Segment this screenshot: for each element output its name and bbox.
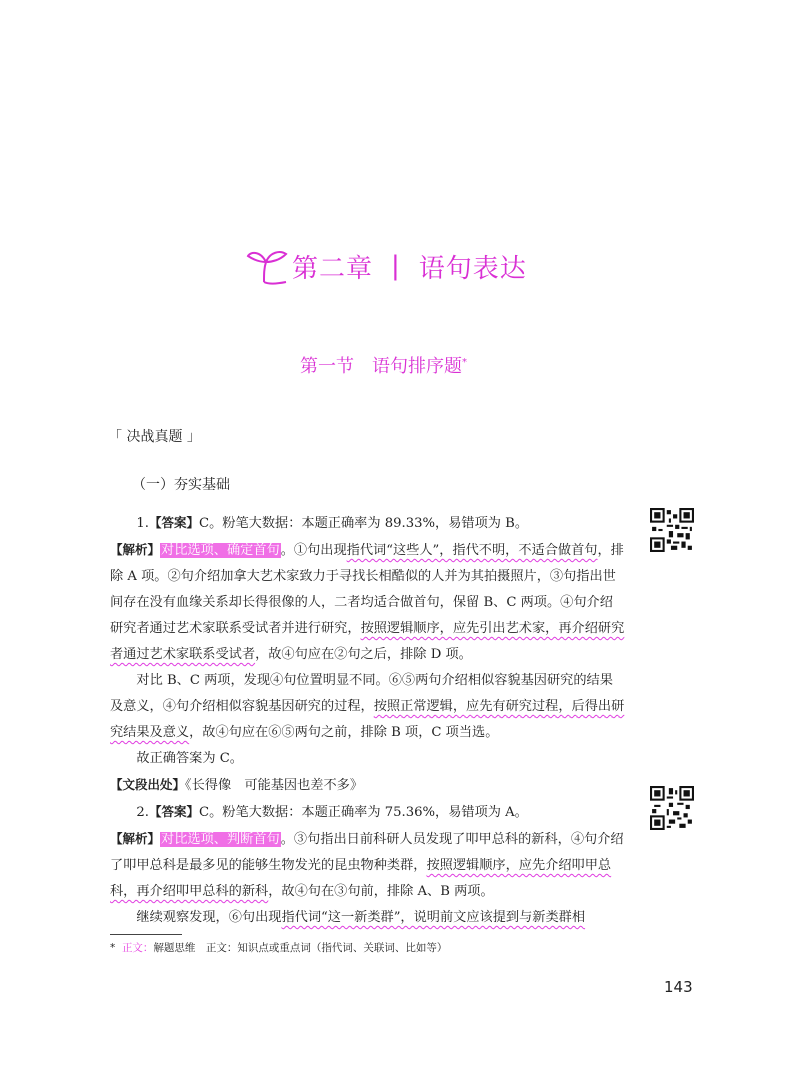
qr-code-icon[interactable] — [650, 786, 694, 830]
q2-analysis — [110, 826, 626, 905]
q1-underline: 按照逻辑顺序，应先引出艺术家，再介绍研究者通过艺术家联系受试者 — [110, 621, 625, 662]
q1-conclusion: 故正确答案为 C。 — [136, 751, 243, 766]
q1-text: 对比 B、C 两项，发现④句位置明显不同。⑥⑤两句介绍相似容貌基因研究的结果及意义，④句介绍相似容貌基因研究的过程， — [110, 673, 613, 714]
section-title-text: 第一节 语句排序题 — [300, 356, 462, 377]
footnote-mark: * — [110, 942, 116, 954]
q2-answer-text: C。粉笔大数据：本题正确率为 75.36%，易错项为 A。 — [199, 805, 528, 820]
q1-source-text: 《长得像 可能基因也差不多》 — [185, 778, 364, 793]
q1-text: ，故④句应在⑥⑤两句之前，排除 B 项，C 项当选。 — [189, 725, 499, 740]
q1-text: 。①句出现 — [280, 543, 347, 558]
bracket-left-icon: 「 — [108, 429, 122, 445]
footnote-red-text: 正文： — [121, 942, 154, 954]
q1-text: ，故④句应在②句之后，排除 D 项。 — [255, 647, 472, 662]
chapter-number: 第二章 — [292, 253, 374, 284]
q1-source-label: 【文段出处】 — [110, 777, 186, 792]
chapter-title: 语句表达 — [418, 253, 527, 284]
sprout-icon — [246, 246, 290, 286]
chapter-divider: | — [391, 251, 401, 281]
q2-analysis-label: 【解析】 — [110, 831, 161, 846]
q2-answer-label: 【答案】 — [148, 804, 199, 819]
page-number: 143 — [664, 978, 693, 996]
q1-answer — [110, 510, 626, 537]
section-title — [300, 352, 467, 378]
q2-underline: 按照逻辑顺序，应先介绍叩甲总科，再介绍叩甲总科的新科 — [110, 858, 612, 899]
q1-analysis-label: 【解析】 — [110, 542, 161, 557]
q2-text: ，故④句在③句前，排除 A、B 两项。 — [268, 884, 494, 899]
q1-text: ，排除 A 项。②句介绍加拿大艺术家致力于寻找长相酷似的人并为其拍摄照片，③句指出世间存在没有血缘关系却长得很像的人，二者均适合做首句，保留 B、C 两项。④句介绍研究者通过艺术家联系受试者并进行研究， — [110, 543, 624, 636]
subsection-title: （一）夯实基础 — [132, 477, 230, 493]
chapter-heading — [246, 236, 527, 296]
q1-analysis — [110, 537, 626, 668]
footnote-text: 解题思维 正文：知识点或重点词（指代词、关联词、比如等） — [153, 942, 448, 954]
q2-text: 继续观察发现，⑥句出现 — [136, 910, 282, 925]
q2-paragraph-2 — [110, 905, 626, 931]
bracket-right-icon: 」 — [186, 429, 201, 445]
q1-highlight: 对比选项、确定首句 — [161, 543, 280, 558]
q1-paragraph-2 — [110, 668, 626, 746]
q1-source — [110, 772, 626, 799]
q1-underline: 按照正常逻辑，应先有研究过程，后得出研究结果及意义 — [110, 699, 625, 740]
q2-answer — [110, 799, 626, 826]
box-title — [108, 426, 201, 446]
footnote — [110, 940, 447, 955]
body-text — [110, 510, 626, 931]
q1-underline: 指代词“这些人”，指代不明，不适合做首句 — [346, 543, 598, 558]
qr-code-icon[interactable] — [650, 508, 694, 552]
section-footnote-mark: * — [462, 357, 467, 368]
q2-text: 。③句指出日前科研人员发现了叩甲总科的新科，④句介绍了叩甲总科是最多见的能够生物发光的昆虫物种类群， — [110, 832, 624, 873]
q2-number: 2. — [136, 805, 149, 820]
q1-number: 1. — [136, 516, 149, 531]
q1-answer-label: 【答案】 — [148, 515, 199, 530]
q1-answer-text: C。粉笔大数据：本题正确率为 89.33%，易错项为 B。 — [199, 516, 529, 531]
q2-underline: 指代词“这一新类群”，说明前文应该提到与新类群相 — [281, 910, 586, 925]
footnote-divider — [110, 934, 182, 935]
q2-highlight: 对比选项、判断首句 — [161, 832, 280, 847]
box-title-text: 决战真题 — [126, 429, 183, 445]
